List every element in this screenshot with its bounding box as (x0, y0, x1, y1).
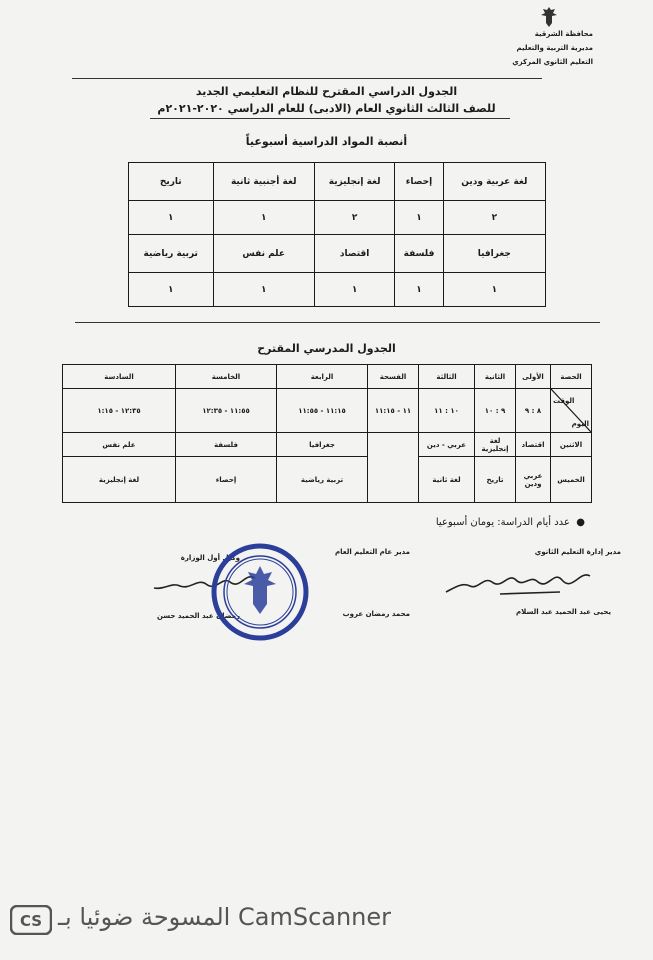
quota-table-title: أنصبة المواد الدراسية أسبوعياً (245, 135, 408, 148)
header-line-2: مديرية التربية والتعليم (516, 44, 593, 52)
section-divider (75, 322, 600, 323)
corner-day-label: اليوم (571, 420, 589, 428)
day-name: الخميس (551, 457, 592, 503)
day-name: الاثنين (551, 433, 592, 457)
schedule-cell: فلسفة (176, 433, 277, 457)
middle-signatory-title: مدير عام التعليم العام (335, 548, 410, 556)
quota-subject: علم نفس (213, 235, 314, 273)
period-header: الأولى (516, 365, 551, 389)
quota-value: ١ (395, 201, 443, 235)
time-cell: ٨ : ٩ (516, 389, 551, 433)
schedule-cell: إحصاء (176, 457, 277, 503)
quota-subject: لغة عربية ودين (443, 163, 545, 201)
quota-subject: اقتصاد (314, 235, 394, 273)
right-signatory-title: مدير إدارة التعليم الثانوي (534, 548, 621, 556)
time-cell: ١١:١٥ - ١١:٥٥ (277, 389, 368, 433)
schedule-day-row (63, 433, 592, 457)
header-lines (512, 27, 593, 69)
schedule-cell: علم نفس (63, 433, 176, 457)
time-cell: ١٠ : ١١ (419, 389, 475, 433)
header-line-3: التعليم الثانوي المركزي (512, 58, 593, 66)
quota-value: ١ (129, 201, 214, 235)
quota-table (128, 162, 546, 307)
quota-subject: لغة أجنبية ثانية (213, 163, 314, 201)
quota-value: ١ (314, 273, 394, 307)
period-header: الرابعة (277, 365, 368, 389)
quota-subject: جغرافيا (443, 235, 545, 273)
document-title (0, 83, 653, 117)
schedule-cell: عربي - دين (419, 433, 475, 457)
study-days-text: عدد أيام الدراسة: يومان أسبوعيا (435, 517, 570, 528)
period-header: الخامسة (176, 365, 277, 389)
quota-value: ٢ (314, 201, 394, 235)
break-cell (368, 433, 419, 503)
quota-value: ٢ (443, 201, 545, 235)
schedule-day-row (63, 457, 592, 503)
left-signatory-name: رمضان عبد الحميد حسن (157, 612, 240, 620)
corner-period: الحصة (551, 365, 592, 389)
period-header: الثالثة (419, 365, 475, 389)
egypt-eagle-emblem-icon (540, 6, 558, 28)
schedule-cell: اقتصاد (516, 433, 551, 457)
time-cell: ١٢:٣٥ - ١:١٥ (63, 389, 176, 433)
schedule-table (62, 364, 592, 503)
quota-row-subjects-1 (129, 163, 546, 201)
quota-value: ١ (129, 273, 214, 307)
schedule-time-row (63, 389, 592, 433)
quota-value: ١ (395, 273, 443, 307)
header-divider (72, 78, 542, 79)
quota-subject: تاريخ (129, 163, 214, 201)
schedule-cell: لغة إنجليزية (475, 433, 516, 457)
schedule-table-title: الجدول المدرسي المقترح (257, 342, 396, 355)
left-signatory-title: وكيل أول الوزارة (180, 554, 240, 562)
svg-text:CS: CS (19, 912, 43, 930)
corner-time-day (551, 389, 592, 433)
quota-subject: لغة إنجليزية (314, 163, 394, 201)
official-stamp-icon (210, 542, 310, 642)
right-signature-scribble (440, 562, 600, 602)
schedule-cell: لغة إنجليزية (63, 457, 176, 503)
title-line-2: للصف الثالث الثانوي العام (الادبى) للعام الدراسي ٢٠٢٠-٢٠٢١م (157, 102, 496, 115)
middle-signatory-name: محمد رمضان عروب (342, 610, 410, 618)
quota-subject: إحصاء (395, 163, 443, 201)
quota-value: ١ (443, 273, 545, 307)
quota-row-subjects-2 (129, 235, 546, 273)
header-line-1: محافظة الشرقية (534, 30, 593, 38)
study-days-note (436, 517, 585, 528)
schedule-period-row (63, 365, 592, 389)
right-signatory-name: يحيى عبد الحميد عبد السلام (516, 608, 611, 616)
quota-value: ١ (213, 273, 314, 307)
period-header: الفسحة (368, 365, 419, 389)
period-header: الثانية (475, 365, 516, 389)
schedule-cell: تاريخ (475, 457, 516, 503)
time-cell: ١١ - ١١:١٥ (368, 389, 419, 433)
scanner-watermark-text: المسوحة ضوئيا بـ CamScanner (58, 903, 392, 931)
schedule-cell: عربي ودين (516, 457, 551, 503)
corner-time-label: الوقت (553, 397, 575, 405)
period-header: السادسة (63, 365, 176, 389)
schedule-cell: لغة ثانية (419, 457, 475, 503)
bullet-icon: ● (569, 517, 585, 528)
schedule-cell: تربية رياضية (277, 457, 368, 503)
title-divider (150, 118, 510, 119)
quota-subject: تربية رياضية (129, 235, 214, 273)
quota-row-values-1 (129, 201, 546, 235)
title-line-1: الجدول الدراسي المقترح للنظام التعليمي الجديد (195, 85, 458, 98)
quota-row-values-2 (129, 273, 546, 307)
quota-subject: فلسفة (395, 235, 443, 273)
time-cell: ١١:٥٥ - ١٢:٣٥ (176, 389, 277, 433)
camscanner-logo-icon (10, 905, 52, 935)
time-cell: ٩ : ١٠ (475, 389, 516, 433)
quota-value: ١ (213, 201, 314, 235)
schedule-cell: جغرافيا (277, 433, 368, 457)
